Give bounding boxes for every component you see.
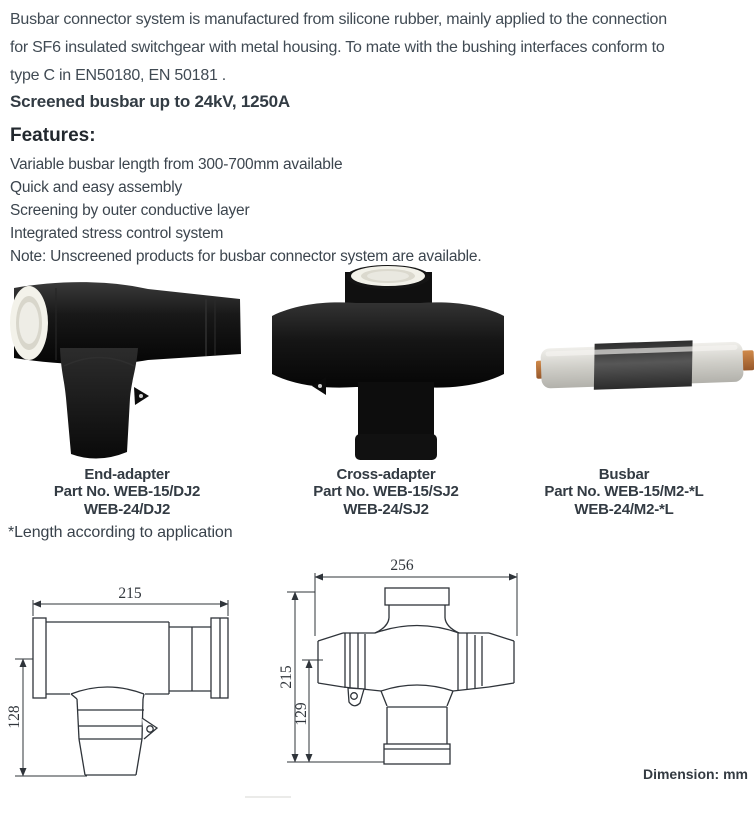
intro-line: Busbar connector system is manufactured from silicone rubber, mainly applied to the connection <box>10 11 667 28</box>
mounting-tab <box>134 387 149 405</box>
dim-width-label: 256 <box>390 557 414 574</box>
product-label-busbar <box>498 466 750 518</box>
busbar-photo <box>536 330 754 398</box>
product-part-no: Part No. WEB-15/M2-*L <box>544 483 704 501</box>
eyelet-tab <box>142 718 157 739</box>
intro-line: for SF6 insulated switchgear with metal housing. To mate with the bushing interfaces conform to <box>10 39 665 56</box>
copper-terminal-right <box>742 350 754 370</box>
product-label-end-adapter <box>6 466 248 518</box>
feature-item: Note: Unscreened products for busbar connector system are available. <box>10 248 482 265</box>
feature-item: Quick and easy assembly <box>10 179 183 196</box>
product-part-no-alt: WEB-24/M2-*L <box>574 500 674 518</box>
product-part-no: Part No. WEB-15/SJ2 <box>313 483 459 501</box>
feature-item: Screening by outer conductive layer <box>10 202 250 219</box>
cross-adapter-photo <box>266 264 510 464</box>
busbar-body <box>536 338 754 392</box>
dim-total-height-label: 215 <box>278 665 295 689</box>
intro-line: type C in EN50180, EN 50181 . <box>10 67 226 84</box>
bushing-opening <box>346 265 430 289</box>
product-name: End-adapter <box>84 466 170 483</box>
features-heading: Features: <box>10 125 96 146</box>
bushing-opening <box>10 286 48 360</box>
product-part-no-alt: WEB-24/SJ2 <box>343 500 429 518</box>
end-adapter-drawing <box>0 584 264 799</box>
scan-artifact <box>245 796 291 798</box>
product-part-no-alt: WEB-24/DJ2 <box>83 500 171 518</box>
dim-height-label: 128 <box>6 705 23 729</box>
product-part-no: Part No. WEB-15/DJ2 <box>53 483 201 501</box>
cross-adapter-drawing <box>278 556 533 771</box>
eyelet-tab <box>348 688 364 706</box>
dim-lower-height-label: 129 <box>293 702 310 726</box>
end-adapter-photo <box>8 276 248 464</box>
product-name: Busbar <box>598 466 650 483</box>
feature-item: Integrated stress control system <box>10 225 224 242</box>
product-name: Cross-adapter <box>336 466 436 483</box>
dimension-unit-note: Dimension: mm <box>642 766 748 782</box>
intro-paragraph <box>10 6 754 90</box>
features-list <box>10 153 481 268</box>
rating-subtitle: Screened busbar up to 24kV, 1250A <box>10 92 291 111</box>
length-footnote: *Length according to application <box>8 524 233 541</box>
dim-width-label: 215 <box>118 585 142 602</box>
feature-item: Variable busbar length from 300-700mm available <box>10 156 343 173</box>
product-label-cross-adapter <box>264 466 508 518</box>
